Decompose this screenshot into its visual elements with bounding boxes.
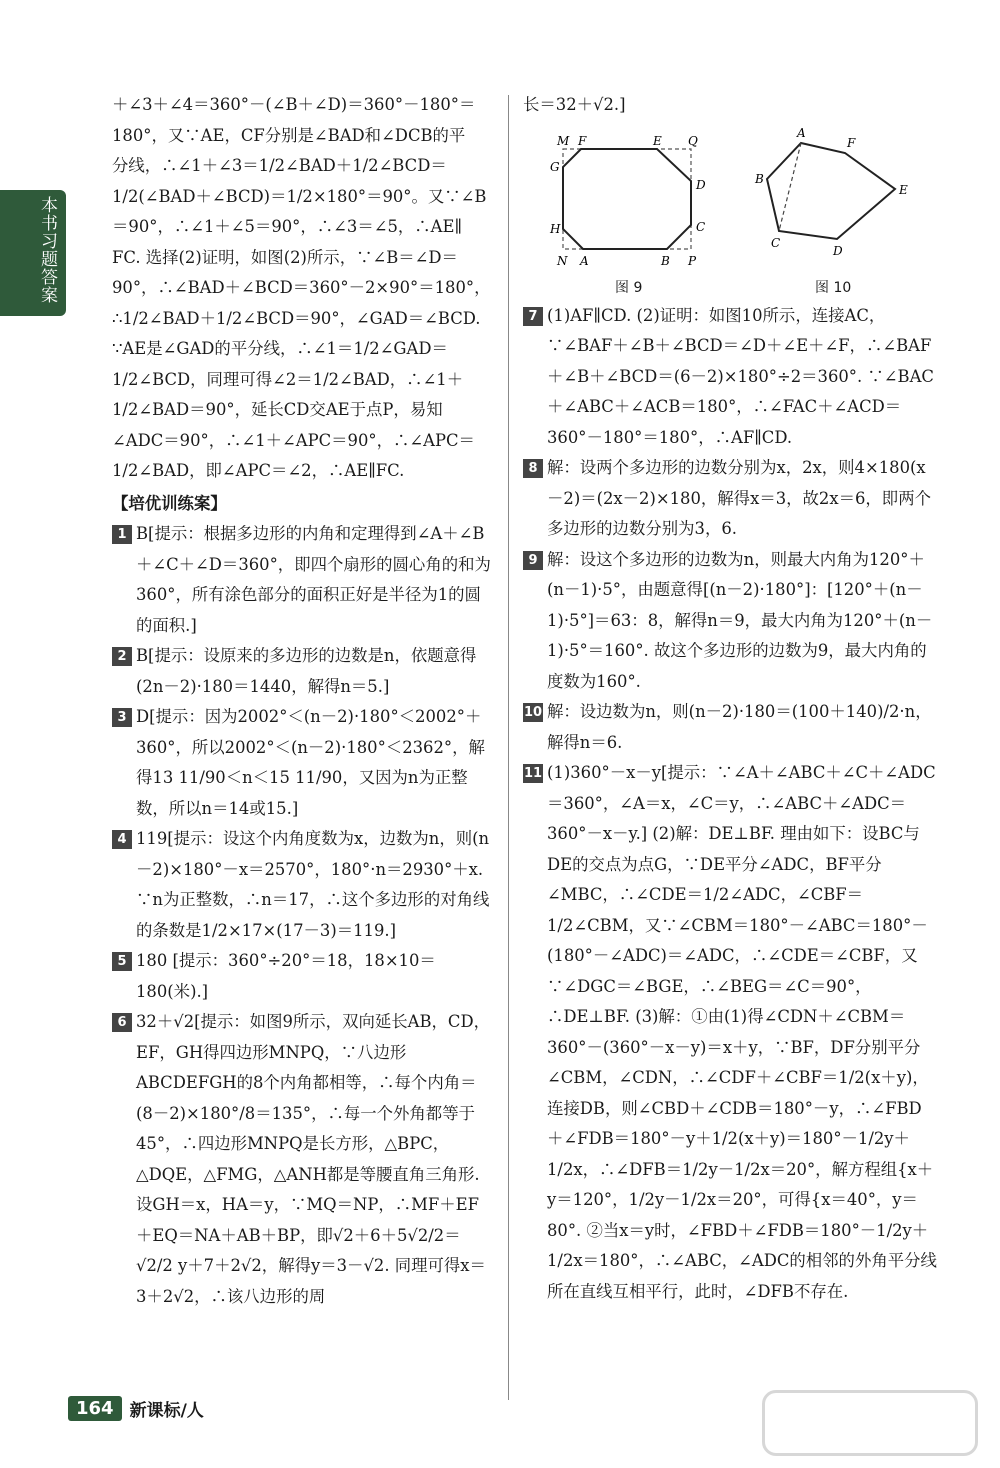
answer-item (112, 946, 492, 1007)
item-text: (1)AF∥CD. (2)证明：如图10所示，连接AC，∵∠BAF＋∠B＋∠BCD＝∠D＋∠E＋∠F，∴∠BAF＋∠B＋∠BCD＝(6－2)×180°÷2＝360°. ∵∠BAC＋∠ABC＋∠ACB＝180°，∴∠FAC＋∠ACD＝360°－180°＝180°，∴AF∥CD. (547, 305, 934, 447)
label-b: B (661, 253, 670, 268)
answer-item (112, 519, 492, 641)
answer-item (112, 702, 492, 824)
item-number: 6 (112, 1013, 132, 1032)
answer-item (523, 453, 938, 545)
label-f: F (578, 133, 587, 148)
answer-item (523, 758, 938, 1307)
label-a: A (580, 253, 589, 268)
item-number: 11 (524, 766, 543, 781)
text-line: ＋∠3＋∠4＝360°－(∠B＋∠D)＝360°－180°＝ (112, 95, 476, 114)
item-number: 1 (112, 525, 132, 544)
label-a: A (797, 126, 806, 140)
left-column (112, 90, 492, 1312)
watermark-logo (762, 1390, 978, 1456)
text-line: 1/2∠BAD，即∠APC＝∠2，∴AE∥FC. (112, 461, 405, 480)
item-number: 2 (112, 647, 132, 666)
item-text: B[提示：根据多边形的内角和定理得到∠A＋∠B＋∠C＋∠D＝360°，即四个扇形的圆心角的和为360°，所有涂色部分的面积正好是半径为1的圆的面积.] (136, 524, 491, 635)
side-tab-label: 本书习题答案 (37, 196, 57, 304)
item-text: 32＋√2[提示：如图9所示，双向延长AB，CD，EF，GH得四边形MNPQ，∵八边形ABCDEFGH的8个内角都相等，∴每个内角＝(8－2)×180°/8＝135°，∴每一个外角都等于45°，∴四边形MNPQ是长方形，△BPC，△DQE，△FMG，△ANH都是等腰直角三角形. 设GH＝x，HA＝y，∵MQ＝NP，∴MF＋EF＋EQ＝NA＋AB＋BP，即√2＋6＋5√2/2＝√2/2 y＋7＋2√2，解得y＝3－√2. 同理可得x＝3＋2√2，∴该八边形的周 (136, 1012, 490, 1306)
column-divider (508, 95, 509, 1400)
item-text: 180 [提示：360°÷20°＝18，18×10＝180(米).] (136, 951, 436, 1001)
label-n: N (557, 253, 568, 268)
label-h: H (550, 221, 561, 236)
item-text: D[提示：因为2002°＜(n－2)·180°＜2002°＋360°，所以2002°＜(n－2)·180°＜2362°，解得13 11/90＜n＜15 11/90，又因为n为正整数，所以n＝14或15.] (136, 707, 485, 818)
figure-diagrams (523, 127, 938, 273)
text-line: 长＝32＋√2.] (523, 95, 626, 114)
edition-label: 新课标/人 (129, 1401, 204, 1421)
answer-item (523, 697, 938, 758)
item-number: 10 (524, 705, 543, 720)
item-text: 解：设边数为n，则(n－2)·180＝(100＋140)/2·n，解得n＝6. (547, 702, 932, 752)
text-line: ＝90°，∴∠1＋∠5＝90°，∴∠3＝∠5，∴AE∥ (112, 217, 463, 236)
page-number: 164 (68, 1396, 122, 1421)
right-column (523, 90, 938, 1307)
label-f: F (847, 135, 856, 150)
text-line: 1/2∠BAD＝90°，延长CD交AE于点P，易知 (112, 400, 443, 419)
label-b: B (755, 171, 764, 186)
text-line: 180°，又∵AE，CF分别是∠BAD和∠DCB的平 (112, 125, 466, 145)
figure-9-diagram (549, 134, 706, 268)
item-text: 解：设两个多边形的边数分别为x，2x，则4×180(x－2)＝(2x－2)×180，解得x＝3，故2x＝6，即两个多边形的边数分别为3，6. (547, 458, 931, 538)
label-g: G (550, 159, 560, 174)
answer-item (112, 641, 492, 702)
label-d: D (833, 243, 843, 258)
text-line: 1/2∠BCD，同理可得∠2＝1/2∠BAD，∴∠1＋ (112, 369, 464, 389)
label-c: C (696, 219, 706, 234)
text-line: ∴1/2∠BAD＋1/2∠BCD＝90°，∠GAD＝∠BCD. (112, 308, 481, 328)
text-line: ∵AE是∠GAD的平分线，∴∠1＝1/2∠GAD＝ (112, 339, 448, 358)
item-number: 3 (112, 708, 132, 727)
label-m: M (557, 133, 570, 148)
item-number: 7 (523, 307, 543, 326)
text-line: 分线，∴∠1＋∠3＝1/2∠BAD＋1/2∠BCD＝ (112, 156, 447, 175)
text-line: ∠ADC＝90°，∴∠1＋∠APC＝90°，∴∠APC＝ (112, 430, 475, 450)
item-text: 119[提示：设这个内角度数为x，边数为n，则(n－2)×180°－x＝2570°，180°·n＝2930°＋x. ∵n为正整数，∴n＝17，∴这个多边形的对角线的条数是1/2×17×(17－3)＝119.] (136, 829, 490, 940)
hexagon-abcdef (767, 143, 895, 239)
figure-9-caption: 图 9 (615, 279, 643, 296)
item-number: 5 (112, 952, 132, 971)
answer-item (523, 301, 938, 454)
item-text: (1)360°－x－y[提示：∵∠A＋∠ABC＋∠C＋∠ADC＝360°，∠A＝x，∠C＝y，∴∠ABC＋∠ADC＝360°－x－y.] (2)解：DE⊥BF. 理由如下：设BC与DE的交点为点G，∵DE平分∠ADC，BF平分∠MBC，∴∠CDE＝1/2∠ADC，∠CBF＝1/2∠CBM，又∵∠CBM＝180°－∠ABC＝180°－(180°－∠ADC)＝∠ADC，∴∠CDE＝∠CBF，又∵∠DGC＝∠BGE，∴∠BEG＝∠C＝90°，∴DE⊥BF. (3)解：①由(1)得∠CDN＋∠CBM＝360°－(360°－x－y)＝x＋y，∵BF，DF分别平分∠CBM，∠CDN，∴∠CDF＋∠CBF＝1/2(x＋y)，连接DB，则∠CBD＋∠CDB＝180°－y，∴∠FBD＋∠FDB＝180°－y＋1/2(x＋y)＝180°－1/2y＋1/2x，∴∠DFB＝1/2y－1/2x＝20°，解方程组{x＋y＝120°，1/2y－1/2x＝20°，可得{x＝40°，y＝80°. ②当x＝y时，∠FBD＋∠FDB＝180°－1/2y＋1/2x＝180°，∴∠ABC，∠ADC的相邻的外角平分线所在直线互相平行，此时，∠DFB不存在. (547, 763, 937, 1301)
figure-10-diagram (754, 127, 908, 258)
label-e: E (653, 133, 662, 148)
answer-item (112, 824, 492, 946)
continued-solution (112, 90, 492, 487)
page-footer (68, 1396, 204, 1421)
figures (523, 127, 938, 297)
text-line: 90°，∴∠BAD＋∠BCD＝360°－2×90°＝180°， (112, 278, 491, 297)
text-line: FC. 选择(2)证明，如图(2)所示，∵∠B＝∠D＝ (112, 247, 458, 267)
answer-item (523, 545, 938, 698)
section-title: 【培优训练案】 (112, 493, 227, 513)
item-number: 9 (523, 551, 543, 570)
answer-item (112, 1007, 492, 1312)
figure-10-caption: 图 10 (815, 279, 852, 296)
octagon-abcdefgh (563, 149, 691, 249)
label-p: P (688, 253, 697, 268)
item-number: 4 (112, 830, 132, 849)
label-e: E (899, 182, 908, 197)
text-line: 1/2(∠BAD＋∠BCD)＝1/2×180°＝90°。又∵∠B (112, 186, 487, 206)
item-text: B[提示：设原来的多边形的边数是n，依题意得(2n－2)·180＝1440，解得n＝5.] (136, 646, 477, 696)
item-text: 解：设这个多边形的边数为n，则最大内角为120°＋(n－1)·5°，由题意得[(n－2)·180°]：[120°＋(n－1)·5°]＝63：8，解得n＝9，最大内角为120°＋(n－1)·5°＝160°. 故这个多边形的边数为9，最大内角的度数为160°. (547, 549, 933, 691)
item-number: 8 (523, 459, 543, 478)
label-c: C (771, 235, 781, 250)
label-d: D (696, 177, 706, 192)
dashed-line-ac (779, 143, 801, 231)
label-q: Q (688, 133, 698, 148)
